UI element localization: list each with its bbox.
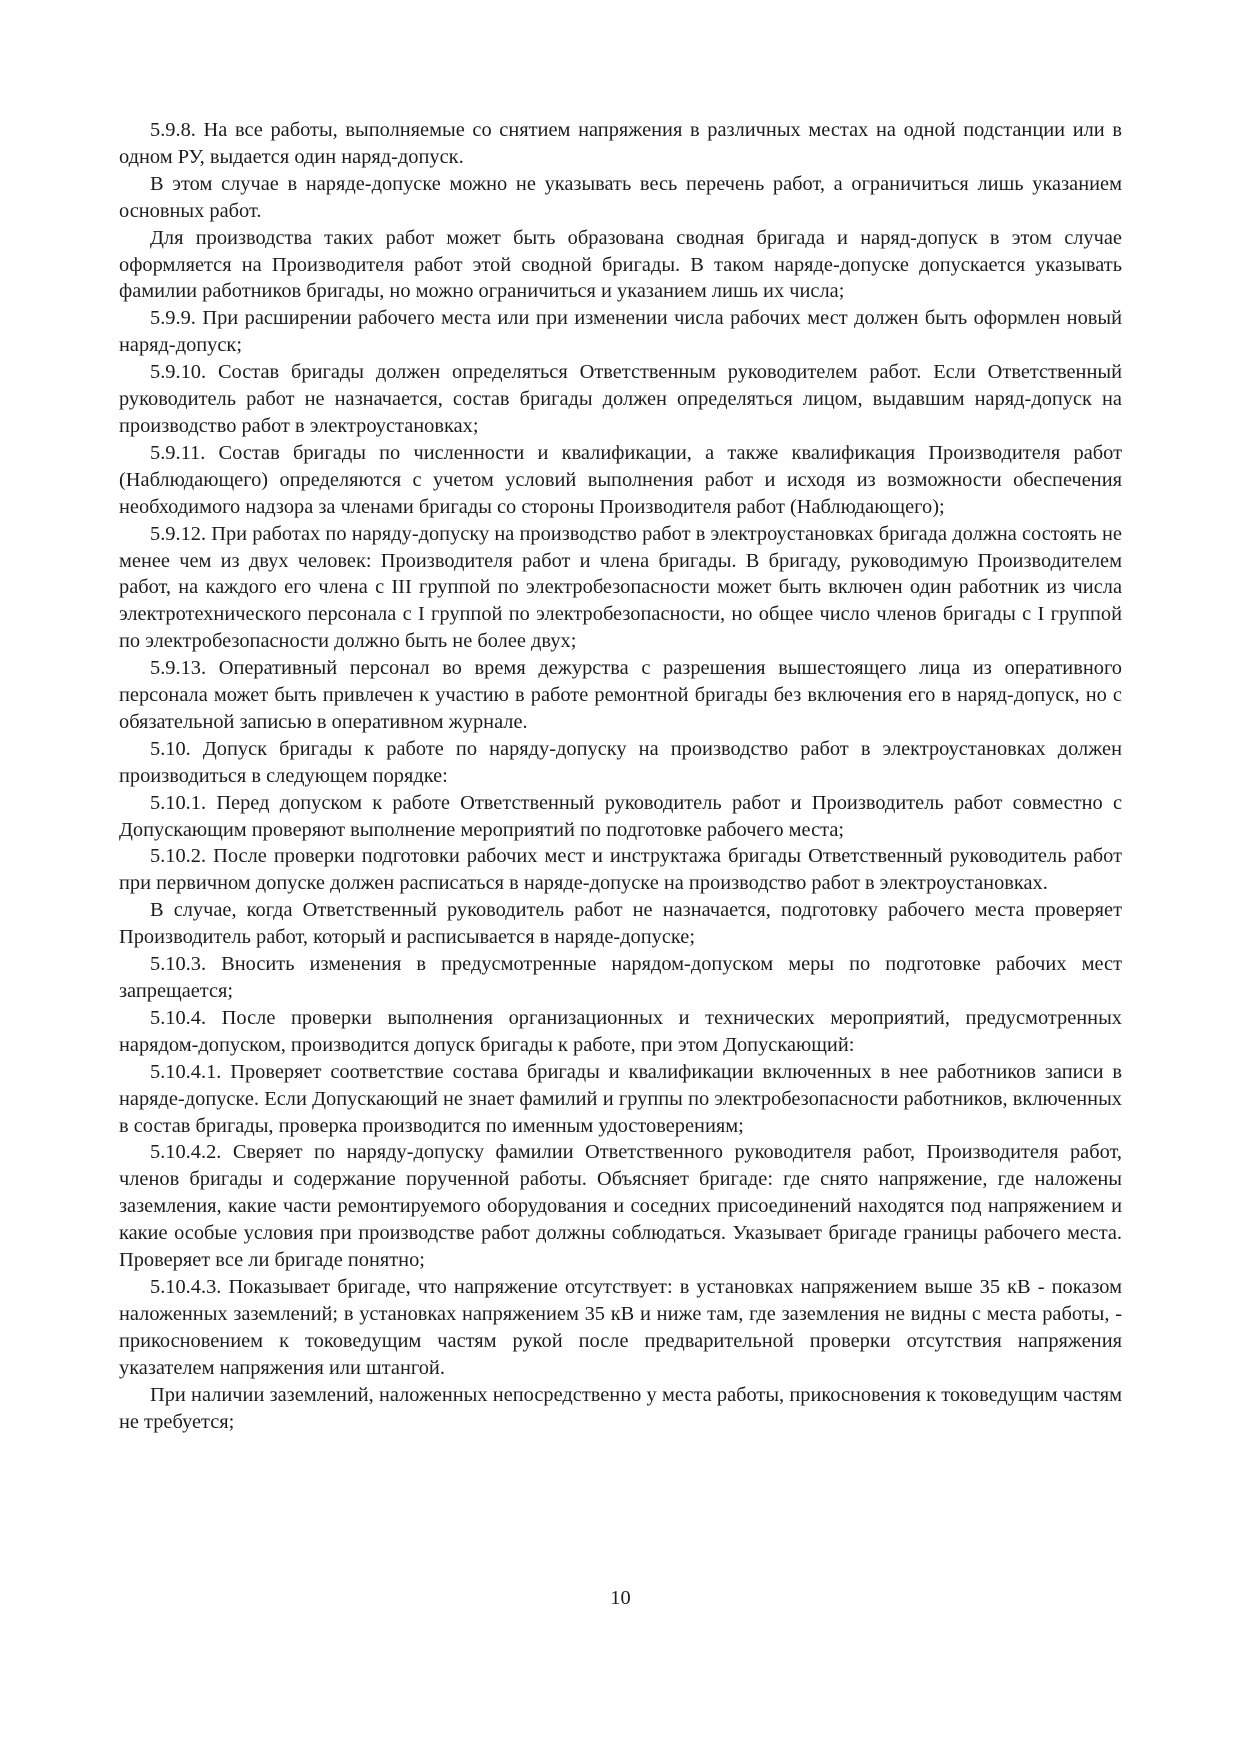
paragraph-5-9-8-consolidated-team: Для производства таких работ может быть образована сводная бригада и наряд-допуск в этом случае оформляется на Производителя работ этой сводной бригады. В таком наряде-допуске допускается указывать фамилии работников бригады, но можно ограничиться и указанием лишь их числа; [119,226,1122,303]
paragraph-5-10-2-note: В случае, когда Ответственный руководитель работ не назначается, подготовку рабочего места проверяет Производитель работ, который и расписывается в наряде-допуске; [119,899,1122,949]
body-text [119,117,1122,1435]
paragraph-5-10-3: 5.10.3. Вносить изменения в предусмотренные нарядом-допуском меры по подготовке рабочих мест запрещается; [119,953,1122,1002]
paragraph-5-9-8-note: В этом случае в наряде-допуске можно не указывать весь перечень работ, а ограничиться лишь указанием основных работ. [119,172,1122,222]
paragraph-5-9-8: 5.9.8. На все работы, выполняемые со снятием напряжения в различных местах на одной подстанции или в одном РУ, выдается один наряд-допуск. [119,119,1122,168]
paragraph-5-10: 5.10. Допуск бригады к работе по наряду-допуску на производство работ в электроустановках должен производиться в следующем порядке: [119,737,1122,787]
paragraph-5-10-4-1: 5.10.4.1. Проверяет соответствие состава бригады и квалификации включенных в нее работников записи в наряде-допуске. Если Допускающий не знает фамилий и группы по электробезопасности работников, включенных в состав бригады, проверка производится по именным удостоверениям; [119,1060,1122,1137]
paragraph-5-9-11: 5.9.11. Состав бригады по численности и квалификации, а также квалификация Производителя работ (Наблюдающего) определяются с учетом условий выполнения работ и исходя из возможности обеспечения необходимого надзора за членами бригады со стороны Производителя работ (Наблюдающего); [119,441,1122,518]
paragraph-5-9-9: 5.9.9. При расширении рабочего места или при изменении числа рабочих мест должен быть оформлен новый наряд-допуск; [119,307,1122,357]
paragraph-5-9-12: 5.9.12. При работах по наряду-допуску на производство работ в электроустановках бригада должна состоять не менее чем из двух человек: Производителя работ и члена бригады. В бригаду, руководимую Производителем работ, на каждого его члена с III группой по электробезопасности может быть включен один работник из числа электротехнического персонала с I группой по электробезопасности, но общее число членов бригады с I группой по электробезопасности должно быть не более двух; [119,522,1122,653]
paragraph-5-10-4-2: 5.10.4.2. Сверяет по наряду-допуску фамилии Ответственного руководителя работ, Производителя работ, членов бригады и содержание порученной работы. Объясняет бригаде: где снято напряжение, где наложены заземления, какие части ремонтируемого оборудования и соседних присоединений находятся под напряжением и какие особые условия при производстве работ должны соблюдаться. Указывает бригаде границы рабочего места. Проверяет все ли бригаде понятно; [119,1141,1122,1272]
paragraph-5-10-2: 5.10.2. После проверки подготовки рабочих мест и инструктажа бригады Ответственный руководитель работ при первичном допуске должен расписаться в наряде-допуске на производство работ в электроустановках. [119,845,1122,895]
paragraph-5-10-4-3-note: При наличии заземлений, наложенных непосредственно у места работы, прикосновения к токоведущим частям не требуется; [119,1383,1122,1433]
paragraph-5-10-4: 5.10.4. После проверки выполнения организационных и технических мероприятий, предусмотренных нарядом-допуском, производится допуск бригады к работе, при этом Допускающий: [119,1006,1122,1056]
paragraph-5-9-10: 5.9.10. Состав бригады должен определяться Ответственным руководителем работ. Если Ответственный руководитель работ не назначается, состав бригады должен определяться лицом, выдавшим наряд-допуск на производство работ в электроустановках; [119,361,1122,437]
paragraph-5-9-13: 5.9.13. Оперативный персонал во время дежурства с разрешения вышестоящего лица из оперативного персонала может быть привлечен к участию в работе ремонтной бригады без включения его в наряд-допуск, но с обязательной записью в оперативном журнале. [119,657,1122,733]
paragraph-5-10-1: 5.10.1. Перед допуском к работе Ответственный руководитель работ и Производитель работ совместно с Допускающим проверяют выполнение мероприятий по подготовке рабочего места; [119,791,1122,841]
paragraph-5-10-4-3: 5.10.4.3. Показывает бригаде, что напряжение отсутствует: в установках напряжением выше 35 кВ - показом наложенных заземлений; в установках напряжением 35 кВ и ниже там, где заземления не видны с места работы, - прикосновением к токоведущим частям рукой после предварительной проверки отсутствия напряжения указателем напряжения или штангой. [119,1275,1122,1379]
page-number: 10 [610,1587,631,1609]
